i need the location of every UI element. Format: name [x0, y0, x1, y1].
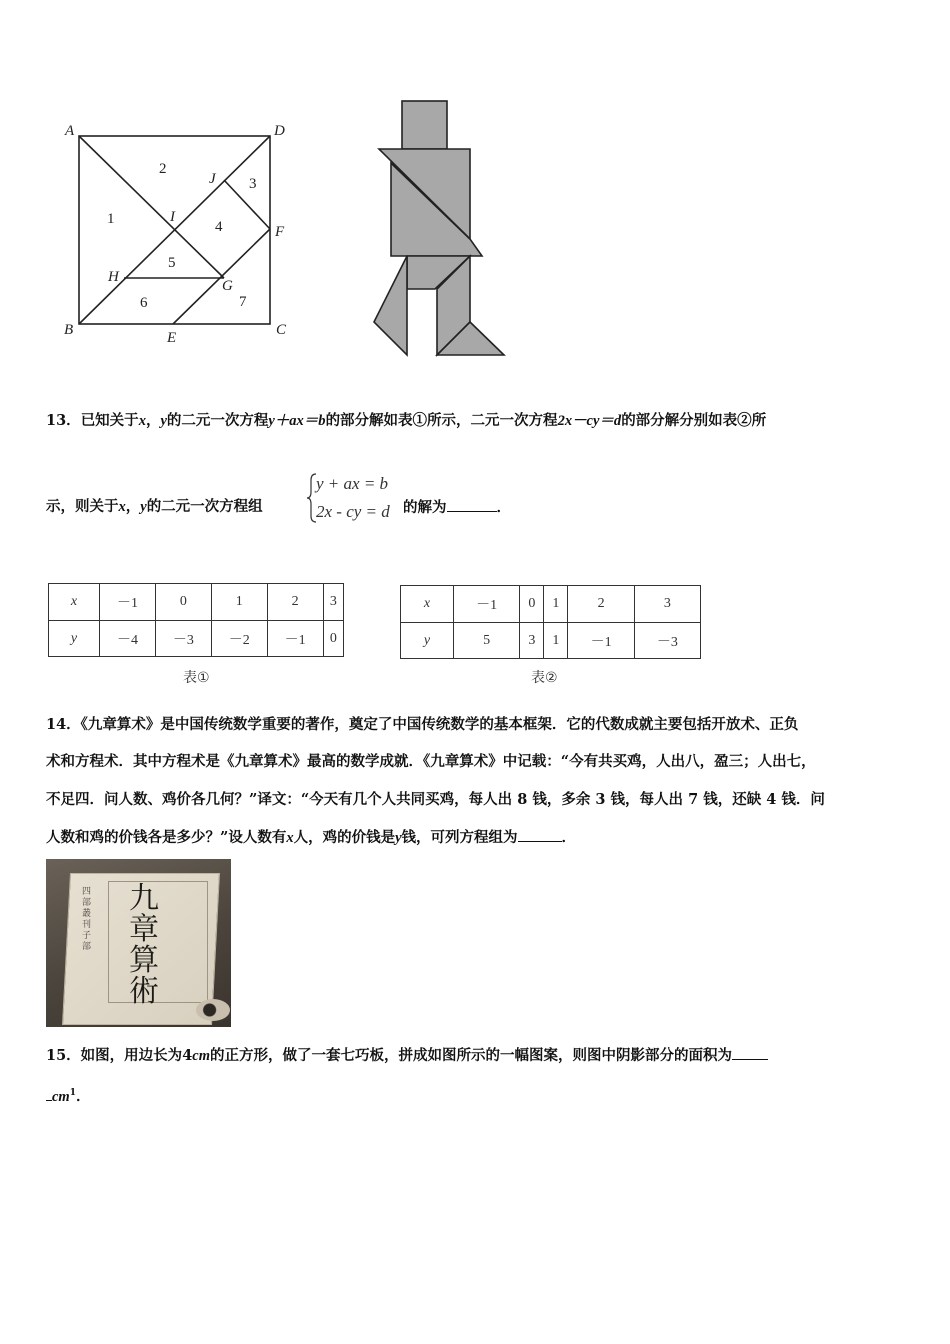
- tangram-square-figure: [55, 115, 305, 380]
- header-cell: y: [401, 623, 454, 659]
- book-photo: [46, 859, 231, 1027]
- table-row: [49, 621, 344, 657]
- header-cell: y: [49, 621, 100, 657]
- piece-label-5: 5: [168, 255, 176, 271]
- table-row: [49, 584, 344, 621]
- table-cell: 1: [211, 584, 267, 621]
- question-14-line2: 术和方程术．其中方程术是《九章算术》最高的数学成就．《九章算术》中记载：“今有共买鸡，人出八，盈三；人出七，: [46, 753, 816, 770]
- book-scroll: [196, 999, 230, 1021]
- table-2: [400, 585, 701, 659]
- vertex-d: D: [274, 123, 285, 139]
- vertex-i: I: [170, 209, 175, 225]
- system-equation-2: 2x - cy = d: [316, 502, 390, 521]
- answer-blank[interactable]: [518, 827, 562, 842]
- piece-label-3: 3: [249, 176, 257, 192]
- question-13-line2-suffix: 的解为 ．: [403, 499, 511, 516]
- header-cell: x: [49, 584, 100, 621]
- table-cell: 2: [568, 586, 634, 623]
- table-cell: 3: [520, 623, 544, 659]
- table-cell: 2: [267, 584, 323, 621]
- piece-label-1: 1: [107, 211, 115, 227]
- table-cell: －4: [100, 621, 156, 657]
- question-13-line2-prefix: 示，则关于x，y的二元一次方程组: [46, 498, 263, 515]
- table-cell: 3: [323, 584, 343, 621]
- table-cell: －2: [211, 621, 267, 657]
- question-15-line1: 15．如图，用边长为4cm的正方形，做了一套七巧板，拼成如图所示的一幅图案，则图中阴影部分的面积为: [46, 1045, 768, 1066]
- table-cell: －3: [155, 621, 211, 657]
- vertex-h: H: [108, 269, 119, 285]
- vertex-f: F: [275, 224, 285, 240]
- book-side-text: 四部叢刊子部: [82, 887, 92, 952]
- question-13-line1: 13．已知关于x，y的二元一次方程y＋ax＝b的部分解如表①所示，二元一次方程2x－cy＝d的部分解分别如表②所: [46, 412, 767, 429]
- table-cell: 0: [323, 621, 343, 657]
- table-row: [401, 623, 701, 659]
- answer-blank[interactable]: [732, 1045, 768, 1060]
- table-2-caption: 表②: [531, 670, 558, 686]
- question-14-line3: 不足四．问人数、鸡价各几何？”译文：“今天有几个人共同买鸡，每人出 8 钱，多余 3 钱，每人出 7 钱，还缺 4 钱．问: [46, 791, 825, 808]
- vertex-a: A: [65, 123, 75, 139]
- piece-label-4: 4: [215, 219, 223, 235]
- header-cell: x: [401, 586, 454, 623]
- question-14-line1: 14．《九章算术》是中国传统数学重要的著作，奠定了中国传统数学的基本框架．它的代数成就主要包括开放术、正负: [46, 716, 799, 733]
- table-cell: 5: [454, 623, 520, 659]
- vertex-e: E: [167, 330, 177, 346]
- table-cell: 0: [155, 584, 211, 621]
- table-row: [401, 586, 701, 623]
- equation-1: y＋ax＝b: [268, 413, 326, 429]
- table-cell: －1: [100, 584, 156, 621]
- table-1: [48, 583, 344, 657]
- tangram-person-figure: [370, 95, 515, 360]
- piece-label-7: 7: [239, 294, 247, 310]
- piece-label-6: 6: [140, 295, 148, 311]
- table-cell: 3: [634, 586, 700, 623]
- table-1-caption: 表①: [183, 670, 210, 686]
- piece-label-2: 2: [159, 161, 167, 177]
- table-cell: 0: [520, 586, 544, 623]
- vertex-b: B: [64, 322, 74, 338]
- table-cell: －1: [267, 621, 323, 657]
- table-cell: －1: [568, 623, 634, 659]
- question-15-line2: $cm^1$．: [46, 1083, 90, 1107]
- table-cell: 1: [544, 586, 568, 623]
- answer-blank[interactable]: [447, 497, 497, 512]
- system-equation-1: y + ax = b: [316, 474, 389, 493]
- book-title: 九章算術: [129, 881, 159, 1009]
- table-cell: －1: [454, 586, 520, 623]
- table-cell: 1: [544, 623, 568, 659]
- equation-2: 2x－cy＝d: [557, 413, 622, 429]
- vertex-c: C: [276, 322, 287, 338]
- question-number: 13．: [46, 412, 81, 429]
- vertex-g: G: [222, 278, 233, 294]
- question-14-line4: 人数和鸡的价钱各是多少？”设人数有x人，鸡的价钱是y钱，可列方程组为 ．: [46, 829, 577, 846]
- vertex-j: J: [209, 171, 216, 187]
- table-cell: －3: [634, 623, 700, 659]
